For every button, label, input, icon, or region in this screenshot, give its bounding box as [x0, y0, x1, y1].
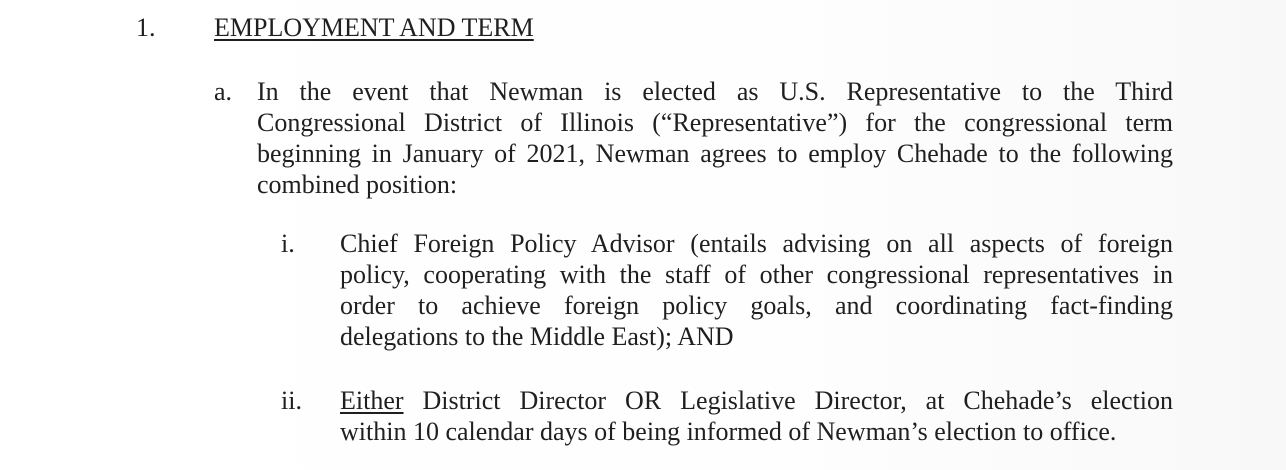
- clause-a-line: Congressional District of Illinois (“Representative”) for the congressional term: [257, 108, 1173, 137]
- item-ii-paragraph: [340, 385, 1173, 447]
- item-i-marker: i.: [281, 229, 295, 258]
- section-title: EMPLOYMENT AND TERM: [214, 13, 534, 42]
- clause-a-line: In the event that Newman is elected as U.S. Representative to the Third: [257, 77, 1173, 106]
- item-i-line: Chief Foreign Policy Advisor (entails advising on all aspects of foreign: [340, 229, 1173, 258]
- item-i-line: delegations to the Middle East); AND: [340, 322, 734, 351]
- clause-a-paragraph: [257, 76, 1173, 200]
- item-ii-line: within 10 calendar days of being informed of Newman’s election to office.: [340, 417, 1117, 446]
- item-ii-line: [340, 385, 1173, 416]
- item-ii-line1-rest: District Director OR Legislative Director, at Chehade’s election: [403, 386, 1173, 415]
- item-i-paragraph: [340, 228, 1173, 352]
- clause-a-marker: a.: [214, 77, 233, 106]
- item-i-line: policy, cooperating with the staff of other congressional representatives in: [340, 260, 1173, 289]
- clause-a-line: beginning in January of 2021, Newman agrees to employ Chehade to the following: [257, 139, 1173, 168]
- section-number: 1.: [136, 13, 156, 42]
- clause-a-line: combined position:: [257, 170, 458, 199]
- item-i-line: order to achieve foreign policy goals, and coordinating fact-finding: [340, 291, 1173, 320]
- item-ii-marker: ii.: [281, 386, 302, 415]
- item-ii-lead-word: Either: [340, 386, 404, 415]
